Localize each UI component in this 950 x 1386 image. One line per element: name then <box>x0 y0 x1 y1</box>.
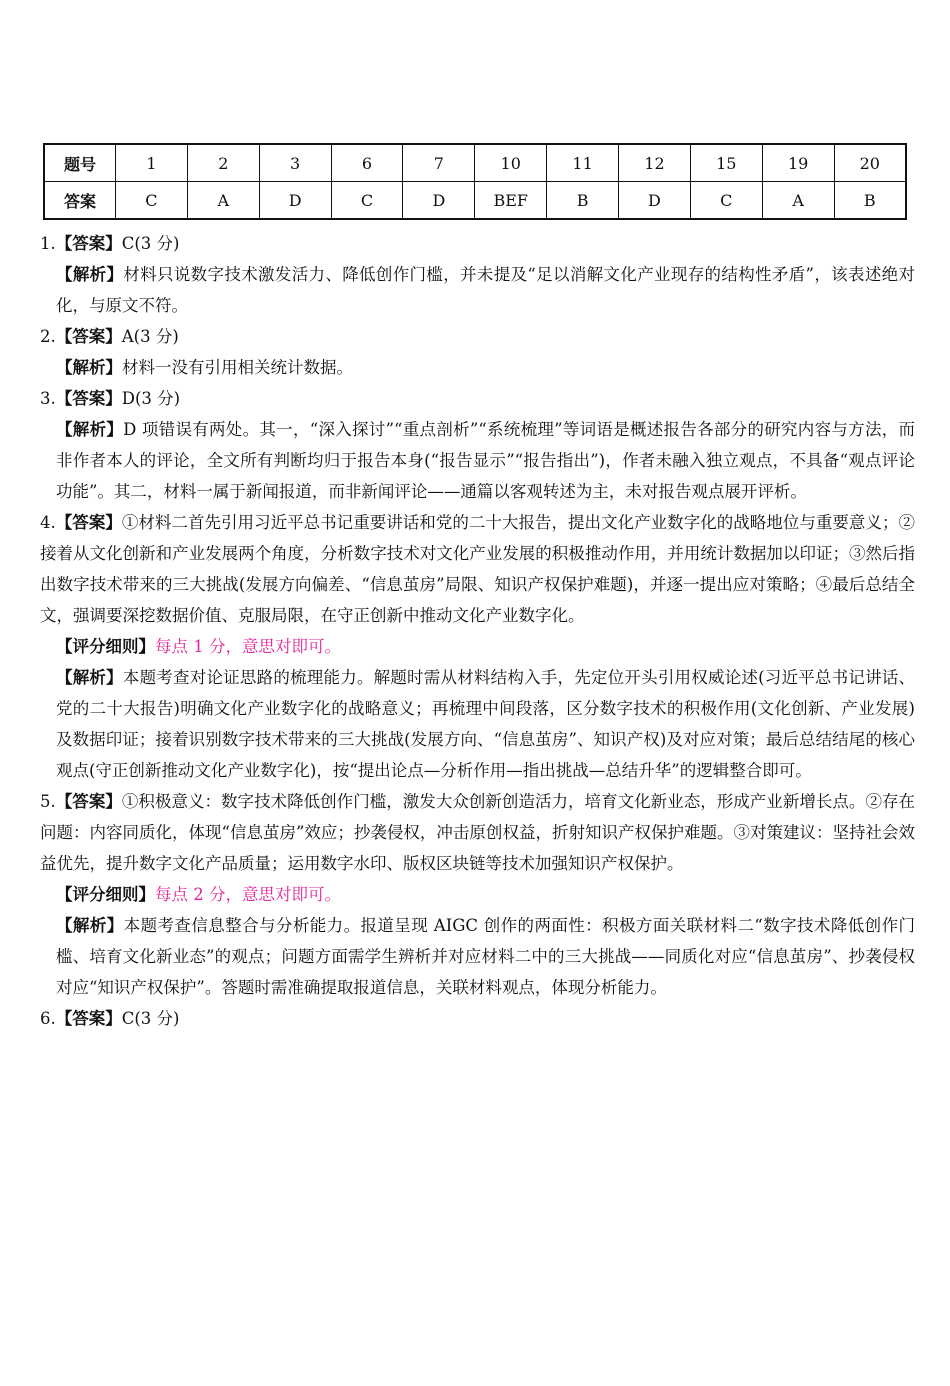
item-number: 2. <box>40 327 56 346</box>
answer-explanations <box>40 228 915 1034</box>
item-5-analysis <box>40 910 915 1003</box>
item-number: 4. <box>40 513 56 532</box>
table-cell: 19 <box>762 144 834 182</box>
table-cell: D <box>403 182 475 220</box>
analysis-text: 材料一没有引用相关统计数据。 <box>122 358 353 377</box>
table-cell: C <box>331 182 403 220</box>
item-2-analysis <box>40 352 915 383</box>
table-row-numbers <box>44 144 906 182</box>
analysis-text: 本题考查信息整合与分析能力。报道呈现 AIGC 创作的两面性：积极方面关联材料二“数字技术降低创作门槛、培育文化新业态”的观点；问题方面需学生辨析并对应材料二中的三大挑战——同质化对应“信息茧房”、抄袭侵权对应“知识产权保护”。答题时需准确提取报道信息，关联材料观点，体现分析能力。 <box>56 916 916 997</box>
row-header-label: 题号 <box>44 144 116 182</box>
table-row-answers <box>44 182 906 220</box>
table-cell: 20 <box>834 144 906 182</box>
table-cell: 15 <box>690 144 762 182</box>
answer-value: D(3 分) <box>121 389 181 408</box>
item-number: 1. <box>40 234 56 253</box>
table-cell: 12 <box>619 144 691 182</box>
item-4-answer <box>40 507 915 631</box>
analysis-tag: 【解析】 <box>56 668 123 687</box>
item-4-analysis <box>40 662 915 786</box>
table-cell: A <box>187 182 259 220</box>
row-answer-label: 答案 <box>44 182 116 220</box>
table-cell: 1 <box>116 144 188 182</box>
table-cell: 2 <box>187 144 259 182</box>
answer-text: ①积极意义：数字技术降低创作门槛，激发大众创新创造活力，培育文化新业态，形成产业新增长点。②存在问题：内容同质化，体现“信息茧房”效应；抄袭侵权，冲击原创权益，折射知识产权保护难题。③对策建议：坚持社会效益优先，提升数字文化产品质量；运用数字水印、版权区块链等技术加强知识产权保护。 <box>40 792 916 873</box>
analysis-text: 材料只说数字技术激发活力、降低创作门槛，并未提及“足以消解文化产业现存的结构性矛盾”，该表述绝对化，与原文不符。 <box>56 265 915 315</box>
item-number: 5. <box>40 792 56 811</box>
table-cell: B <box>834 182 906 220</box>
item-5-answer <box>40 786 915 879</box>
item-2-answer-line <box>40 321 915 352</box>
answer-tag: 【答案】 <box>55 327 122 346</box>
table-cell: 10 <box>475 144 547 182</box>
scoring-tag: 【评分细则】 <box>56 885 155 904</box>
analysis-tag: 【解析】 <box>56 265 124 284</box>
item-5-scoring <box>40 879 915 910</box>
answer-tag: 【答案】 <box>55 513 122 532</box>
scoring-text: 每点 2 分，意思对即可。 <box>155 885 341 904</box>
analysis-tag: 【解析】 <box>56 916 124 935</box>
table-cell: BEF <box>475 182 547 220</box>
answer-tag: 【答案】 <box>55 1009 122 1028</box>
answer-value: A(3 分) <box>121 327 179 346</box>
item-3-answer-line <box>40 383 915 414</box>
table-cell: C <box>116 182 188 220</box>
item-4-scoring <box>40 631 915 662</box>
answer-tag: 【答案】 <box>55 792 122 811</box>
item-3-analysis <box>40 414 915 507</box>
item-1-analysis <box>40 259 915 321</box>
table-cell: B <box>547 182 619 220</box>
answer-value: C(3 分) <box>121 1009 180 1028</box>
answer-value: C(3 分) <box>121 234 180 253</box>
analysis-text: D 项错误有两处。其一，“深入探讨”“重点剖析”“系统梳理”等词语是概述报告各部分的研究内容与方法，而非作者本人的评论，全文所有判断均归于报告本身(“报告显示”“报告指出”)，作者未融入独立观点，不具备“观点评论功能”。其二，材料一属于新闻报道，而非新闻评论——通篇以客观转述为主，未对报告观点展开评析。 <box>56 420 916 501</box>
table-cell: 3 <box>259 144 331 182</box>
answer-tag: 【答案】 <box>55 234 122 253</box>
analysis-text: 本题考查对论证思路的梳理能力。解题时需从材料结构入手，先定位开头引用权威论述(习近平总书记讲话、党的二十大报告)明确文化产业数字化的战略意义；再梳理中间段落，区分数字技术的积极作用(文化创新、产业发展)及数据印证；接着识别数字技术带来的三大挑战(发展方向、“信息茧房”、知识产权)及对应对策；最后总结结尾的核心观点(守正创新推动文化产业数字化)，按“提出论点—分析作用—指出挑战—总结升华”的逻辑整合即可。 <box>56 668 916 780</box>
item-number: 6. <box>40 1009 56 1028</box>
table-cell: 6 <box>331 144 403 182</box>
item-1-answer-line <box>40 228 915 259</box>
item-6-answer-line <box>40 1003 915 1034</box>
answer-text: ①材料二首先引用习近平总书记重要讲话和党的二十大报告，提出文化产业数字化的战略地位与重要意义；②接着从文化创新和产业发展两个角度，分析数字技术对文化产业发展的积极推动作用，并用统计数据加以印证；③然后指出数字技术带来的三大挑战(发展方向偏差、“信息茧房”局限、知识产权保护难题)，并逐一提出应对策略；④最后总结全文，强调要深挖数据价值、克服局限，在守正创新中推动文化产业数字化。 <box>40 513 916 625</box>
table-cell: 11 <box>547 144 619 182</box>
table-cell: A <box>762 182 834 220</box>
table-cell: C <box>690 182 762 220</box>
item-number: 3. <box>40 389 56 408</box>
answer-key-table <box>43 143 907 220</box>
table-cell: D <box>259 182 331 220</box>
answer-tag: 【答案】 <box>55 389 122 408</box>
analysis-tag: 【解析】 <box>56 358 122 377</box>
scoring-text: 每点 1 分，意思对即可。 <box>155 637 341 656</box>
scoring-tag: 【评分细则】 <box>56 637 155 656</box>
table-cell: 7 <box>403 144 475 182</box>
table-cell: D <box>619 182 691 220</box>
analysis-tag: 【解析】 <box>56 420 124 439</box>
